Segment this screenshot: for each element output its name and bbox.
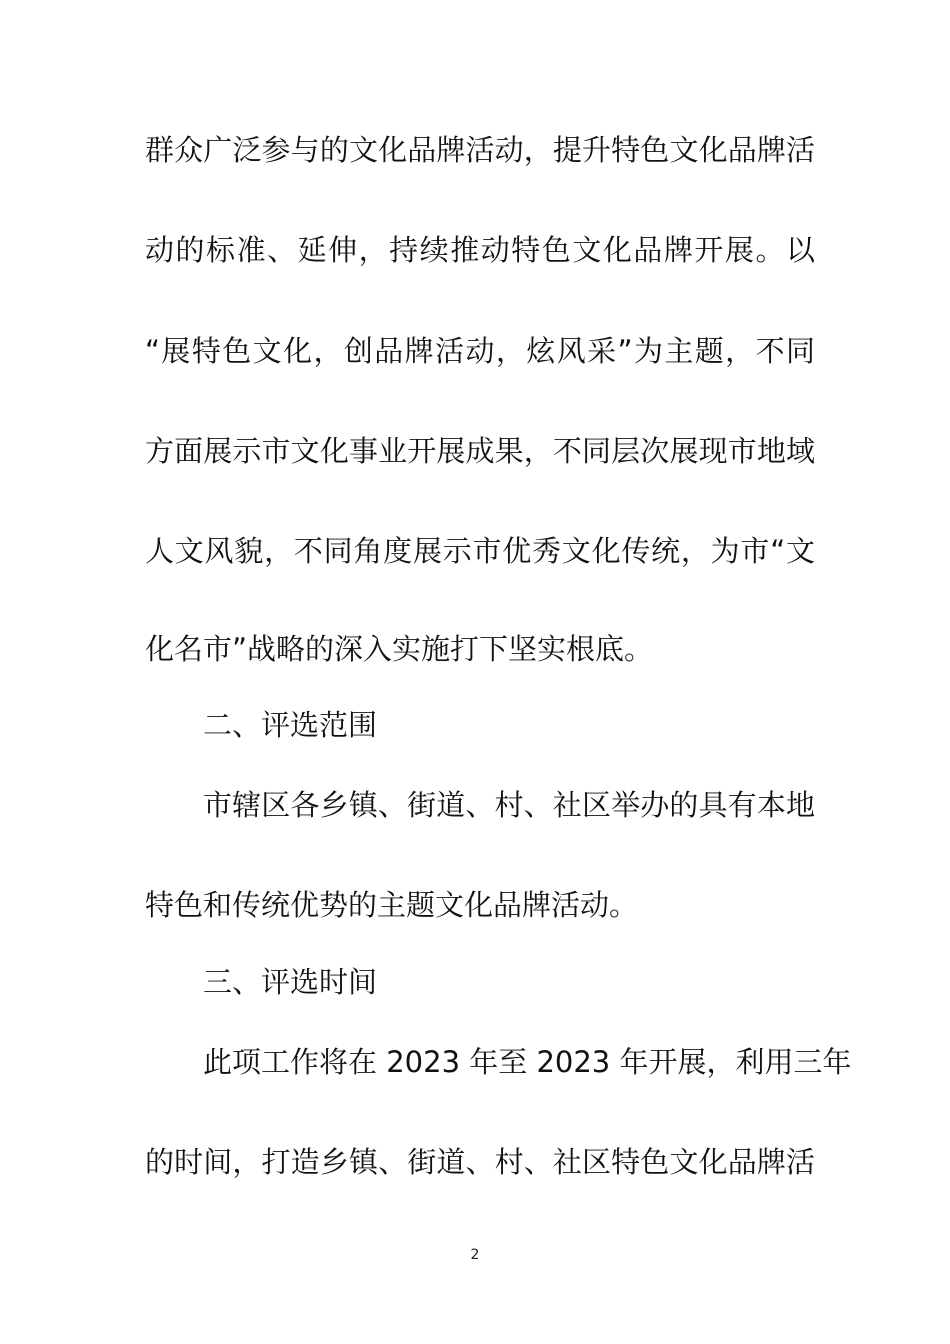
body-text-line: 特色和传统优势的主题文化品牌活动。 [145, 888, 639, 922]
body-text-line: 群众广泛参与的文化品牌活动，提升特色文化品牌活 [145, 133, 815, 167]
body-text-line: 动的标准、延伸，持续推动特色文化品牌开展。以 [145, 233, 815, 267]
body-text-line: 方面展示市文化事业开展成果，不同层次展现市地域 [145, 434, 815, 468]
body-text-line: 人文风貌，不同角度展示市优秀文化传统，为市“文 [145, 534, 815, 568]
body-text-line: “展特色文化，创品牌活动，炫风采”为主题，不同 [145, 334, 815, 368]
section-heading: 三、评选时间 [203, 965, 378, 999]
body-text-line: 此项工作将在 2023 年至 2023 年开展，利用三年 [203, 1045, 852, 1079]
body-text-line: 化名市”战略的深入实施打下坚实根底。 [145, 632, 654, 666]
body-text-line: 市辖区各乡镇、街道、村、社区举办的具有本地 [203, 788, 815, 822]
page-number: 2 [470, 1247, 480, 1263]
section-heading: 二、评选范围 [203, 708, 378, 742]
body-text-line: 的时间，打造乡镇、街道、村、社区特色文化品牌活 [145, 1145, 815, 1179]
